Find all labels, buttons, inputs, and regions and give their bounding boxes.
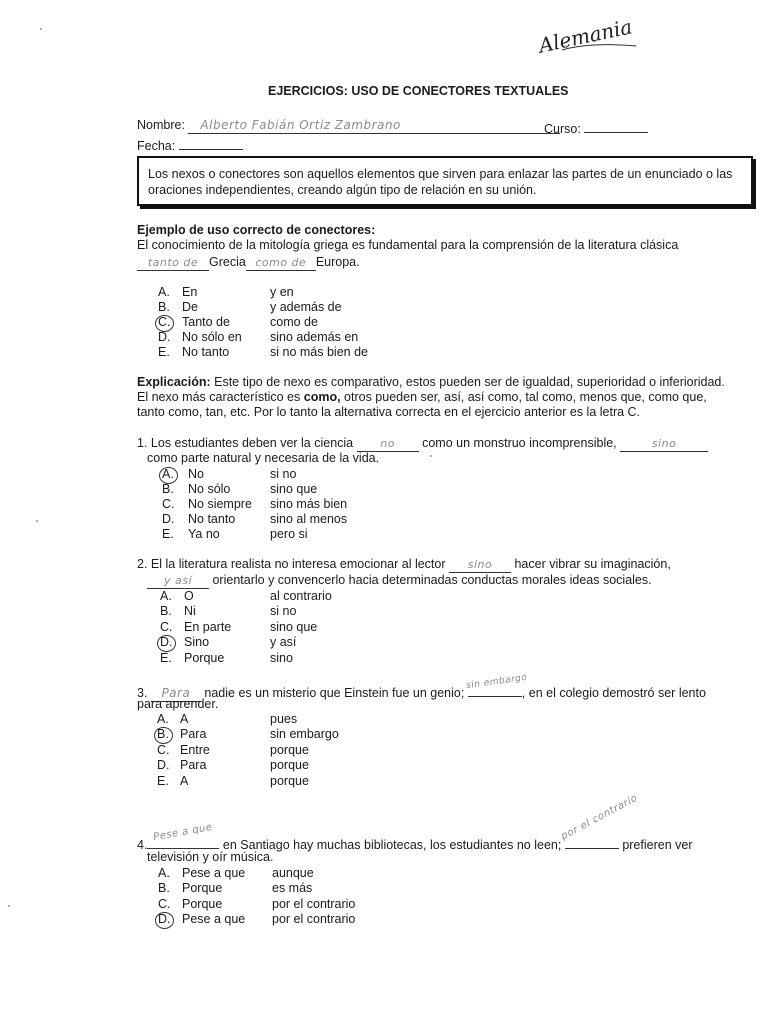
q1-blank-1[interactable]: no [357, 437, 419, 452]
course-field[interactable] [584, 118, 648, 133]
option-a: Entre [180, 743, 210, 757]
q2-line-2: y así orientarlo y convencerlo hacia determinadas conductas morales ideas sociales. [147, 573, 652, 589]
option-b: sino [270, 651, 293, 665]
option-letter: A. [157, 712, 169, 726]
name-field[interactable] [188, 119, 560, 134]
q1-blank-2[interactable]: sino [620, 437, 708, 452]
option-a: No tanto [188, 512, 236, 526]
option-b: por el contrario [272, 912, 356, 926]
option-letter: C. [160, 620, 173, 634]
option-letter: C. [162, 497, 175, 511]
option-letter: A. [160, 589, 172, 603]
date-row [137, 135, 243, 153]
q1-line-1: 1. Los estudiantes deben ver la ciencia no como un monstruo incomprensible, sino [137, 436, 708, 452]
course-row [544, 118, 648, 136]
option-b: y así [270, 635, 297, 649]
option-a: O [184, 589, 194, 603]
option-letter: B. [157, 727, 169, 741]
q2-line-1: 2. El la literatura realista no interesa emocionar al lector sino hacer vibrar su imaginación, [137, 557, 671, 571]
page-title: EJERCICIOS: USO DE CONECTORES TEXTUALES [268, 84, 569, 98]
option-letter: B. [158, 300, 170, 314]
option-a: En parte [184, 620, 232, 634]
option-b: como de [270, 315, 318, 329]
example-blank-2[interactable]: como de [246, 256, 316, 271]
explanation-line-3: tanto como, tan, etc. Por lo tanto la alternativa correcta en el ejercicio anterior es la letra C. [137, 405, 641, 419]
q2-blank-2[interactable]: y así [147, 574, 209, 589]
option-a: A [180, 712, 189, 726]
option-letter: E. [157, 774, 169, 788]
option-b: porque [270, 743, 309, 757]
date-field[interactable] [179, 135, 243, 150]
option-b: porque [270, 774, 309, 788]
option-a: Ya no [188, 527, 220, 541]
option-a: En [182, 285, 198, 299]
option-a: Para [180, 758, 207, 772]
option-b: porque [270, 758, 309, 772]
option-a: Porque [184, 651, 225, 665]
option-a: De [182, 300, 198, 314]
option-letter: D. [158, 330, 171, 344]
option-a: Porque [182, 881, 223, 895]
option-b: sino además en [270, 330, 359, 344]
intro-text: Los nexos o conectores son aquellos elementos que sirven para enlazar las partes de un enunciado o las oraciones independientes, creando algún tipo de relación en su unión. [148, 167, 733, 197]
option-a: Tanto de [182, 315, 230, 329]
option-a: A [180, 774, 189, 788]
option-letter: C. [157, 743, 170, 757]
q3-blank-2[interactable]: sin embargo [468, 682, 522, 697]
q4-handwritten-answer-2: por el contrario [559, 792, 640, 843]
scan-speck [8, 905, 10, 907]
q3-blank-1[interactable]: Para [151, 687, 201, 702]
q4-line-1: 4. Pese a que en Santiago hay muchas bibliotecas, los estudiantes no leen; prefieren ver [137, 821, 693, 852]
q4-blank-2[interactable] [565, 834, 619, 849]
option-letter: A. [158, 285, 170, 299]
option-b: y además de [270, 300, 342, 314]
option-letter: B. [160, 604, 172, 618]
explanation-line-1: Explicación: Este tipo de nexo es comparativo, estos pueden ser de igualdad, superioridad o inferioridad. [137, 375, 725, 389]
name-row [137, 118, 560, 134]
option-letter: A. [162, 467, 174, 481]
option-a: Porque [182, 897, 223, 911]
option-a: Sino [184, 635, 210, 649]
scan-speck [36, 520, 38, 522]
option-b: si no [270, 604, 297, 618]
option-a: No sólo en [182, 330, 242, 344]
option-b: sin embargo [270, 727, 339, 741]
option-a: Pese a que [182, 866, 246, 880]
example-heading: Ejemplo de uso correcto de conectores: [137, 223, 376, 237]
option-b: es más [272, 881, 313, 895]
example-line2: tanto de Grecia como de Europa. [137, 255, 360, 271]
option-letter: E. [162, 527, 174, 541]
option-letter: D. [158, 912, 171, 926]
option-b: sino que [270, 482, 318, 496]
option-b: por el contrario [272, 897, 356, 911]
handwritten-signature: Alemania [536, 14, 635, 58]
option-letter: A. [158, 866, 170, 880]
scan-speck [40, 28, 42, 30]
course-label: Curso: [544, 122, 581, 136]
option-a: No tanto [182, 345, 230, 359]
option-letter: C. [158, 897, 171, 911]
explanation-line-2: El nexo más característico es como, otros pueden ser, así, así como, tal como, menos que, como que, [137, 390, 707, 404]
option-letter: D. [157, 758, 170, 772]
q4-blank-1[interactable]: Pese a que [147, 834, 219, 849]
intro-box [137, 156, 753, 206]
option-b: sino al menos [270, 512, 348, 526]
example-blank-1[interactable]: tanto de [137, 256, 209, 271]
option-letter: B. [162, 482, 174, 496]
option-b: si no más bien de [270, 345, 368, 359]
example-sentence: El conocimiento de la mitología griega es fundamental para la comprensión de la literatura clásica [137, 238, 679, 252]
option-letter: C. [158, 315, 171, 329]
name-value: Alberto Fabián Ortiz Zambrano [200, 118, 401, 132]
option-b: sino más bien [270, 497, 348, 511]
option-letter: E. [158, 345, 170, 359]
option-b: al contrario [270, 589, 332, 603]
option-letter: E. [160, 651, 172, 665]
option-a: Ni [184, 604, 196, 618]
option-a: No sólo [188, 482, 231, 496]
option-b: aunque [272, 866, 314, 880]
option-a: Pese a que [182, 912, 246, 926]
name-label: Nombre: [137, 118, 185, 132]
option-a: Para [180, 727, 207, 741]
scan-speck [430, 455, 432, 457]
signature-underline [560, 40, 640, 54]
option-a: No [188, 467, 204, 481]
option-letter: B. [158, 881, 170, 895]
q3-line-1: 3. Para nadie es un misterio que Einstein fue un genio; sin embargo , en el colegio demostró ser lento [137, 672, 706, 700]
option-b: pues [270, 712, 298, 726]
q3-line-2: para aprender. [137, 697, 219, 711]
option-letter: D. [160, 635, 173, 649]
option-letter: D. [162, 512, 175, 526]
date-label: Fecha: [137, 139, 176, 153]
option-b: si no [270, 467, 297, 481]
q2-blank-1[interactable]: sino [449, 558, 511, 573]
q1-line-2: como parte natural y necesaria de la vida. [147, 451, 380, 465]
option-b: pero si [270, 527, 308, 541]
option-b: y en [270, 285, 294, 299]
q4-line-2: televisión y oír música. [147, 850, 274, 864]
option-a: No siempre [188, 497, 252, 511]
option-b: sino que [270, 620, 318, 634]
